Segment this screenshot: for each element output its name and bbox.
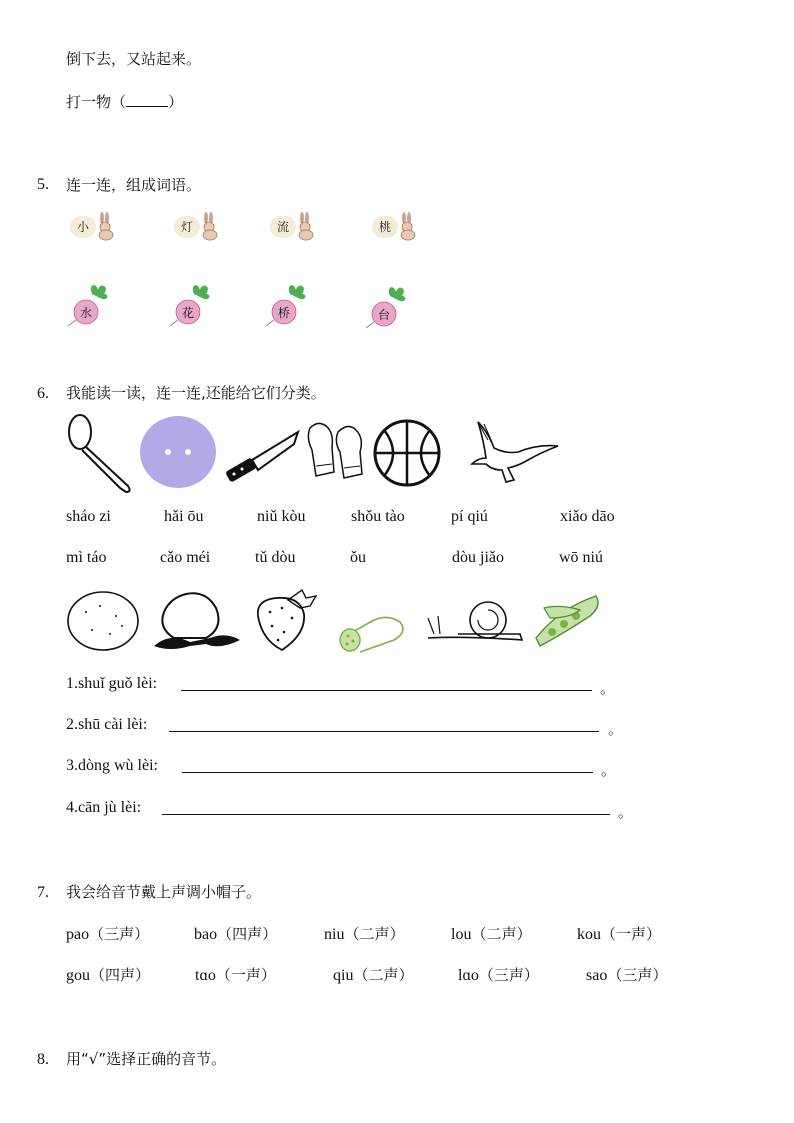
period: 。 <box>600 679 616 697</box>
syllable-item[interactable] <box>333 964 413 985</box>
syllable-item[interactable] <box>451 923 531 944</box>
syllable: lou <box>451 926 472 943</box>
radish-char: 水 <box>80 306 93 320</box>
category-vegetable-label: 2.shū cài lèi: <box>66 716 148 733</box>
category-fruit-blank[interactable] <box>181 670 592 691</box>
tone-hint: （四声） <box>217 925 278 943</box>
rabbit-card[interactable] <box>70 212 120 242</box>
rabbit-char: 桃 <box>372 216 398 238</box>
pinyin-label: mì táo <box>66 549 107 566</box>
syllable: lɑo <box>458 967 479 984</box>
radish-card[interactable] <box>66 282 112 328</box>
riddle-line-1: 倒下去，又站起来。 <box>66 50 202 68</box>
category-animal-blank[interactable] <box>182 752 593 773</box>
syllable: kou <box>577 926 601 943</box>
pinyin-label: sháo zi <box>66 508 111 525</box>
riddle-close: ） <box>168 93 184 111</box>
radish-card[interactable] <box>264 282 310 328</box>
tone-hint: （二声） <box>471 925 532 943</box>
syllable: bao <box>194 926 218 943</box>
radish-char: 花 <box>182 306 195 320</box>
syllable-item[interactable] <box>195 964 276 985</box>
tone-hint: （四声） <box>90 966 151 984</box>
syllable-item[interactable] <box>586 964 667 985</box>
rabbit-icon <box>398 212 418 240</box>
seagull-icon[interactable] <box>458 418 562 494</box>
pinyin-label: ǒu <box>350 549 366 566</box>
spoon-icon[interactable] <box>62 412 136 494</box>
radish-card[interactable] <box>364 284 410 330</box>
rabbit-char: 流 <box>270 216 296 238</box>
q6-title: 我能读一读，连一连,还能给它们分类。 <box>66 384 326 402</box>
pinyin-label: niǔ kòu <box>257 508 306 525</box>
q7-number: 7. <box>37 884 49 901</box>
syllable-item[interactable] <box>458 964 539 985</box>
period: 。 <box>618 803 634 821</box>
gloves-icon[interactable] <box>304 418 368 482</box>
rabbit-card[interactable] <box>372 212 422 242</box>
q6-number: 6. <box>37 385 49 402</box>
syllable: pao <box>66 926 90 943</box>
pinyin-label: wō niú <box>559 549 603 566</box>
rabbit-card[interactable] <box>270 212 320 242</box>
pinyin-label: shǒu tào <box>351 508 405 525</box>
tone-hint: （三声） <box>89 925 150 943</box>
syllable-item[interactable] <box>66 923 149 944</box>
button-icon[interactable] <box>138 414 218 490</box>
category-vegetable-blank[interactable] <box>169 711 599 732</box>
syllable-item[interactable] <box>66 964 150 985</box>
peapod-icon[interactable] <box>530 588 604 650</box>
category-fruit-label: 1.shuǐ guǒ lèi: <box>66 675 158 692</box>
rabbit-icon <box>296 212 316 240</box>
pinyin-label: hǎi ōu <box>164 508 204 525</box>
tone-hint: （一声） <box>601 925 662 943</box>
riddle-answer-blank[interactable] <box>126 106 168 107</box>
q7-title: 我会给音节戴上声调小帽子。 <box>66 883 262 901</box>
rabbit-icon <box>200 212 220 240</box>
syllable: tɑo <box>195 967 216 984</box>
tone-hint: （二声） <box>344 925 405 943</box>
riddle-line-2 <box>66 91 183 112</box>
syllable: niu <box>324 926 345 943</box>
category-tableware-blank[interactable] <box>162 794 610 815</box>
rabbit-char: 小 <box>70 216 96 238</box>
riddle-prompt: 打一物（ <box>66 93 127 111</box>
syllable-item[interactable] <box>324 923 404 944</box>
ball-icon[interactable] <box>372 418 442 488</box>
syllable: gou <box>66 967 90 984</box>
syllable: sao <box>586 967 608 984</box>
tone-hint: （二声） <box>353 966 414 984</box>
q8-title: 用“√”选择正确的音节。 <box>66 1050 227 1068</box>
knife-icon[interactable] <box>222 430 302 484</box>
syllable-item[interactable] <box>194 923 277 944</box>
q8-number: 8. <box>37 1051 49 1068</box>
pinyin-label: xiǎo dāo <box>560 508 615 525</box>
tone-hint: （三声） <box>478 966 539 984</box>
syllable-item[interactable] <box>577 923 661 944</box>
pinyin-label: pí qiú <box>451 508 488 525</box>
q5-number: 5. <box>37 176 49 193</box>
rabbit-icon <box>96 212 116 240</box>
radish-card[interactable] <box>168 282 214 328</box>
period: 。 <box>608 720 624 738</box>
snail-icon[interactable] <box>424 598 526 644</box>
category-tableware-label: 4.cān jù lèi: <box>66 799 142 816</box>
pinyin-label: dòu jiǎo <box>452 549 504 566</box>
radish-char: 桥 <box>278 306 291 320</box>
radish-char: 台 <box>378 308 391 322</box>
lotus-root-icon[interactable] <box>334 608 408 652</box>
rabbit-card[interactable] <box>174 212 224 242</box>
tone-hint: （一声） <box>215 966 276 984</box>
q5-title: 连一连，组成词语。 <box>66 176 202 194</box>
pinyin-label: tǔ dòu <box>255 549 296 566</box>
peach-icon[interactable] <box>150 588 242 650</box>
syllable: qiu <box>333 967 354 984</box>
potato-icon[interactable] <box>66 590 142 652</box>
category-animal-label: 3.dòng wù lèi: <box>66 757 158 774</box>
tone-hint: （三声） <box>607 966 668 984</box>
pinyin-label: cǎo méi <box>160 549 211 566</box>
rabbit-char: 灯 <box>174 216 200 238</box>
period: 。 <box>601 761 617 779</box>
strawberry-icon[interactable] <box>248 588 320 654</box>
